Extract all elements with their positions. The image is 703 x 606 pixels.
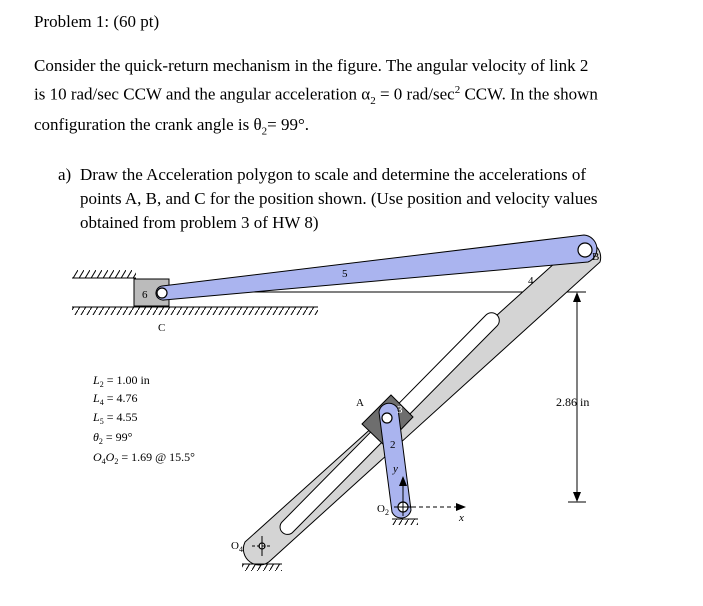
param-l2-sub: 2 — [99, 380, 104, 389]
label-b: B — [592, 251, 600, 263]
statement-line-2a: is 10 rad/sec CCW and the angular acceleration α — [34, 84, 371, 104]
statement-line-1: Consider the quick-return mechanism in the figure. The angular velocity of link 2 — [34, 56, 589, 75]
label-o4-text: O — [231, 540, 239, 552]
parameter-list — [92, 373, 195, 466]
label-a: A — [356, 397, 364, 409]
param-o4o2-sub: 4 — [101, 457, 106, 466]
x-axis-arrow — [412, 503, 466, 511]
alpha-subscript: 2 — [370, 95, 376, 108]
label-o2-sub: 2 — [384, 508, 389, 517]
label-link-2: 2 — [390, 439, 396, 451]
part-a-label: a) — [58, 165, 72, 185]
param-theta2-sub: 2 — [98, 437, 103, 446]
param-l4-sym: L — [93, 391, 100, 405]
dimension-label: 2.86 in — [556, 395, 590, 409]
param-theta2 — [93, 430, 133, 446]
label-link-6: 6 — [142, 289, 148, 301]
statement-line-2c: CCW. In the shown — [460, 84, 598, 104]
part-a-line-2: points A, B, and C for the position shown. (Use position and velocity values — [80, 189, 598, 209]
part-a-line-1: Draw the Acceleration polygon to scale and determine the accelerations of — [80, 165, 587, 185]
param-o4o2-sym2: O — [105, 450, 115, 464]
label-y-axis: y — [393, 463, 398, 475]
upper-ground-hatch — [72, 270, 136, 278]
param-l4-val: = 4.76 — [103, 391, 138, 405]
param-l2-val: = 1.00 in — [103, 373, 150, 387]
param-o4o2-val: = 1.69 @ 15.5° — [118, 450, 195, 464]
link-4 — [243, 241, 600, 565]
param-l4 — [92, 391, 137, 407]
param-theta2-sym: θ — [93, 430, 99, 444]
param-theta2-val: = 99° — [102, 430, 133, 444]
label-o4-sub: 4 — [238, 545, 243, 554]
statement-line-3a: configuration the crank angle is θ — [34, 115, 262, 135]
statement-line-3b: = 99°. — [267, 115, 310, 135]
param-l5-val: = 4.55 — [103, 410, 138, 424]
problem-title: Problem 1: (60 pt) — [34, 12, 160, 31]
part-a-line-3: obtained from problem 3 of HW 8) — [80, 213, 319, 233]
param-l5-sym: L — [93, 410, 100, 424]
param-o4o2-sub2: 2 — [114, 457, 119, 466]
sec-squared-sup: 2 — [454, 84, 461, 96]
param-l4-sub: 4 — [99, 398, 104, 407]
label-o2-text: O — [377, 503, 385, 515]
param-l5-sub: 5 — [99, 417, 104, 426]
joint-b — [578, 243, 592, 257]
param-o4o2 — [93, 450, 195, 466]
label-link-5: 5 — [342, 268, 348, 280]
joint-a — [382, 413, 392, 423]
label-link-3: 3 — [397, 404, 403, 416]
label-c: C — [158, 322, 166, 334]
param-l2 — [92, 373, 150, 389]
param-l5 — [92, 410, 137, 426]
label-o2 — [377, 503, 389, 517]
theta-subscript: 2 — [261, 125, 268, 138]
statement-line-2b: = 0 rad/sec — [375, 84, 455, 104]
param-o4o2-sym: O — [93, 450, 102, 464]
lower-ground-hatch — [72, 307, 318, 315]
label-x-axis: x — [459, 512, 464, 524]
label-o4 — [231, 540, 243, 554]
joint-c — [157, 288, 167, 298]
param-l2-sym: L — [93, 373, 100, 387]
label-link-4: 4 — [528, 275, 534, 287]
